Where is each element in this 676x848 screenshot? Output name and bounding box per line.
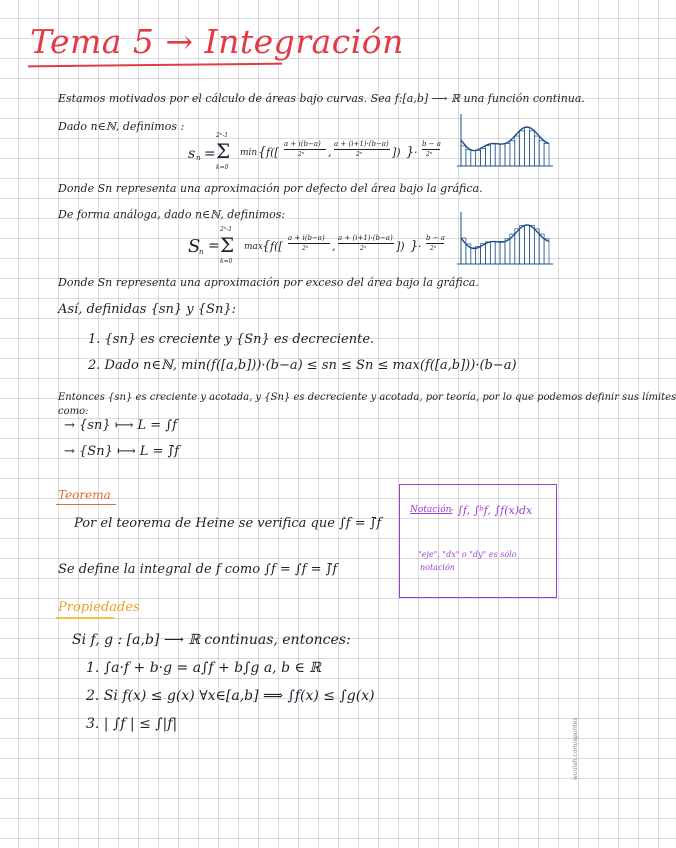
- formula-term2-den: 2ⁿ: [356, 151, 363, 158]
- formula-term1-num: a + i(b−a): [288, 234, 325, 242]
- formula-tail-num: b − a: [422, 140, 441, 148]
- riemann-rectangle: [515, 136, 520, 166]
- property-item-2: 2. Dado n∈ℕ, min(f([a,b]))·(b−a) ≤ sn ≤ Sn ≤ max(f([a,b]))·(b−a): [88, 358, 517, 373]
- riemann-rectangle: [544, 143, 549, 166]
- analog-line: De forma análoga, dado n∈ℕ, definimos:: [58, 208, 286, 221]
- sum-sigma: Σ: [220, 233, 235, 257]
- propiedades-heading: Propiedades: [58, 600, 140, 615]
- formula-bracket-close: ]): [396, 240, 405, 253]
- riemann-rectangle: [476, 246, 481, 264]
- fraction-line: [334, 149, 390, 150]
- fraction-line: [422, 149, 440, 150]
- formula-lower-sum: [188, 132, 441, 176]
- se-define-line: Se define la integral de f como ∫f = ∫f = ∫̄f: [58, 562, 338, 577]
- formula-comma: ,: [332, 240, 336, 253]
- riemann-rectangle: [525, 127, 530, 166]
- page-title: Tema 5 → Integración: [30, 22, 404, 61]
- formula-term2-den: 2ⁿ: [360, 245, 367, 252]
- notation-text-2: notación: [420, 563, 455, 572]
- upper-sum-graph: [455, 208, 555, 272]
- riemann-rectangle: [461, 146, 466, 166]
- formula-term1-den: 2ⁿ: [298, 151, 305, 158]
- title-underline: [28, 63, 282, 68]
- riemann-rectangle: [529, 131, 534, 166]
- riemann-rectangle: [525, 225, 530, 264]
- riemann-rectangle: [490, 144, 495, 166]
- riemann-rectangle: [485, 242, 490, 264]
- riemann-rectangle: [505, 239, 510, 264]
- formula-op-min: min: [240, 148, 258, 158]
- property-item-1: 1. {sn} es creciente y {Sn} es decreciente.: [88, 332, 375, 347]
- formula-times: ·: [418, 240, 422, 253]
- propiedad-1: 1. ∫a·f + b·g = a∫f + b∫g a, b ∈ ℝ: [86, 660, 321, 676]
- propiedad-2: 2. Si f(x) ≤ g(x) ∀x∈[a,b] ⟹ ∫f(x) ≤ ∫g(x): [86, 688, 375, 704]
- formula-brace-close: }: [406, 145, 415, 160]
- notation-formula: : ∫f, ∫ᵇf, ∫f(x)dx: [450, 504, 533, 517]
- formula-brace-open: {: [262, 239, 271, 254]
- riemann-rectangle: [490, 242, 495, 264]
- riemann-rectangle: [505, 143, 510, 166]
- entonces-line-1: Entonces {sn} es creciente y acotada, y {Sn} es decreciente y acotada, por teoría, por lo que podemos definir sus límites: [58, 392, 676, 403]
- donde-line-1: Donde Sn representa una aproximación por defecto del área bajo la gráfica.: [58, 182, 483, 195]
- asi-line: Así, definidas {sn} y {Sn}:: [58, 302, 236, 317]
- teorema-text: Por el teorema de Heine se verifica que ∫f = ∫̄f: [74, 516, 382, 531]
- formula-comma: ,: [328, 146, 332, 159]
- riemann-rectangle: [471, 151, 476, 166]
- propiedades-underline: [56, 617, 114, 619]
- formula-brace-open: {: [258, 145, 267, 160]
- riemann-rectangle: [520, 225, 525, 264]
- limit-upper: → {Sn} ⟼ L = ∫̄f: [64, 444, 180, 459]
- formula-tail-den: 2ⁿ: [430, 245, 437, 252]
- formula-term1-den: 2ⁿ: [302, 245, 309, 252]
- riemann-rectangle: [510, 141, 515, 166]
- fraction-line: [288, 243, 330, 244]
- teorema-heading: Teorema: [58, 488, 111, 502]
- teorema-underline: [56, 504, 116, 505]
- formula-term2-num: a + (i+1)·(b−a): [338, 234, 393, 242]
- formula-lhs: s: [188, 146, 196, 162]
- sum-sigma: Σ: [216, 139, 231, 163]
- intro-line: Estamos motivados por el cálculo de áreas bajo curvas. Sea f:[a,b] ⟶ ℝ una función continua.: [58, 92, 585, 105]
- formula-bracket-close: ]): [392, 146, 401, 159]
- formula-times: ·: [414, 146, 418, 159]
- riemann-rectangle: [544, 239, 549, 264]
- riemann-rectangle: [500, 241, 505, 264]
- notation-label: Notación: [410, 505, 452, 515]
- fraction-line: [338, 243, 394, 244]
- riemann-rectangle: [520, 131, 525, 166]
- limit-lower: → {sn} ⟼ L = ∫f: [64, 418, 177, 433]
- formula-bracket-open: f([: [266, 146, 279, 159]
- formula-equals: =: [208, 238, 220, 254]
- watermark: wuolah.com/apuntes: [572, 717, 579, 780]
- sum-upper-limit: 2ⁿ-1: [220, 226, 233, 233]
- formula-term1-num: a + i(b−a): [284, 140, 321, 148]
- riemann-rectangle: [539, 141, 544, 166]
- riemann-rectangle: [471, 248, 476, 264]
- riemann-rectangle: [481, 148, 486, 166]
- formula-op-max: max: [244, 242, 263, 252]
- propiedad-3: 3. | ∫f | ≤ ∫|f|: [86, 716, 178, 732]
- riemann-rectangle: [485, 146, 490, 166]
- formula-equals: =: [204, 146, 216, 162]
- formula-upper-sum: [188, 226, 445, 270]
- formula-brace-close: }: [410, 239, 419, 254]
- formula-tail-den: 2ⁿ: [426, 151, 433, 158]
- formula-bracket-open: f([: [270, 240, 283, 253]
- notation-text-1: "eje", "dx" o "dy" es sólo: [418, 550, 517, 559]
- formula-lhs-sub: n: [196, 154, 201, 162]
- riemann-rectangle: [466, 150, 471, 166]
- riemann-rectangle: [529, 225, 534, 264]
- riemann-rectangle: [495, 242, 500, 264]
- riemann-rectangle: [495, 144, 500, 166]
- riemann-rectangle: [476, 150, 481, 166]
- fraction-line: [426, 243, 444, 244]
- notation-box: [399, 484, 557, 598]
- donde-line-2: Donde Sn representa una aproximación por exceso del área bajo la gráfica.: [58, 276, 479, 289]
- formula-lhs-sub: n: [199, 248, 204, 256]
- fraction-line: [284, 149, 326, 150]
- sum-lower-limit: k=0: [220, 258, 233, 265]
- formula-term2-num: a + (i+1)·(b−a): [334, 140, 389, 148]
- entonces-line-2: como:: [58, 406, 89, 417]
- propiedades-intro: Si f, g : [a,b] ⟶ ℝ continuas, entonces:: [72, 632, 351, 648]
- riemann-rectangle: [534, 136, 539, 166]
- lower-sum-graph: [455, 110, 555, 174]
- formula-tail-num: b − a: [426, 234, 445, 242]
- dado-line-1: Dado n∈ℕ, definimos :: [58, 120, 185, 133]
- sum-lower-limit: k=0: [216, 164, 229, 171]
- sum-upper-limit: 2ⁿ-1: [216, 132, 229, 139]
- formula-lhs: S: [188, 236, 201, 257]
- riemann-rectangle: [500, 144, 505, 166]
